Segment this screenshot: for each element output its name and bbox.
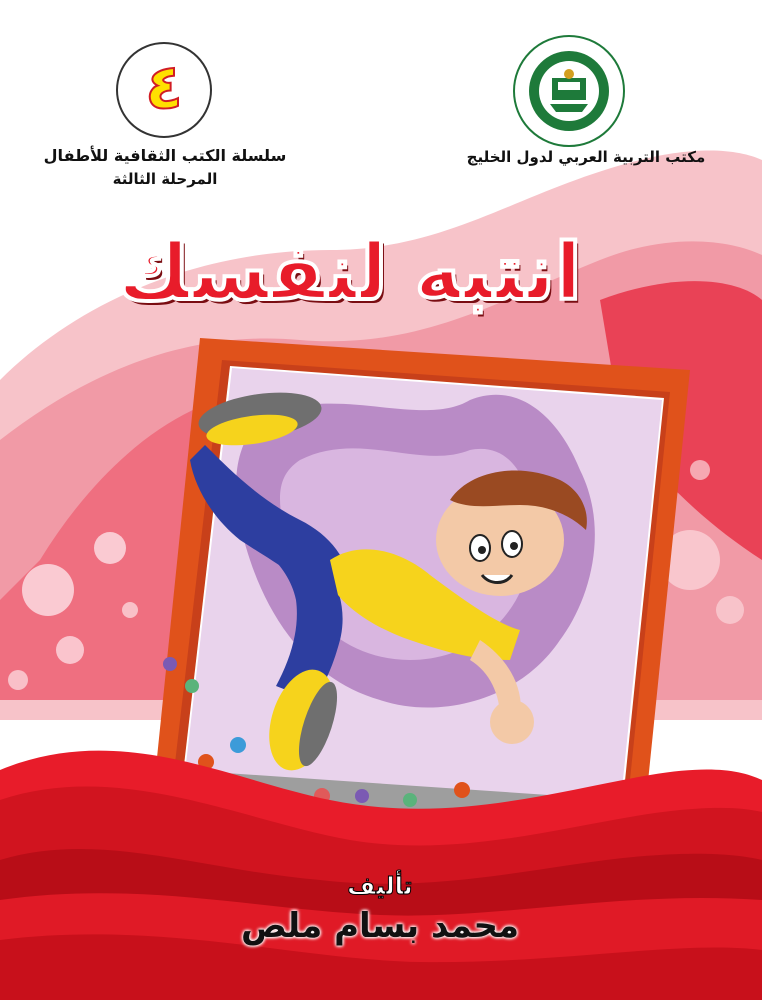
series-number: ٤ [145, 50, 183, 123]
series-number-badge [116, 42, 212, 138]
publisher-name: مكتب التربية العربي لدول الخليج [466, 148, 706, 166]
book-title: انتبه لنفسك [118, 228, 582, 318]
author-name: محمد بسام ملص [240, 906, 520, 946]
series-stage: المرحلة الثالثة [112, 170, 218, 188]
series-name: سلسلة الكتب الثقافية للأطفال [43, 146, 287, 165]
author-label: تأليف [347, 872, 413, 900]
publisher-logo [512, 34, 626, 148]
